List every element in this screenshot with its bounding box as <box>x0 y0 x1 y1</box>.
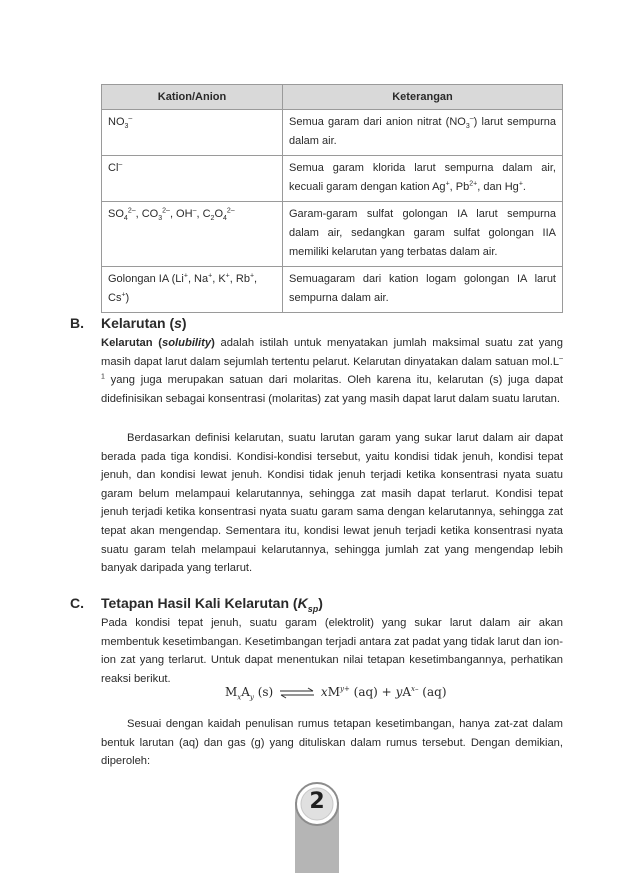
table-header-row <box>102 85 563 110</box>
section-c-letter: C. <box>70 595 84 611</box>
table-cell: $NO_3^-$ <box>102 110 283 156</box>
section-c-title: Tetapan Hasil Kali Kelarutan $(K_{sp})$ <box>101 595 323 614</box>
section-b-paragraph-1: Kelarutan (solubility) adalah istilah untuk menyatakan jumlah maksimal suatu zat yang masih dapat larut dalam sejumlah tertentu pelarut. Kelarutan dinyatakan dalam satuan $mol.L^{-1}$ yang juga merupakan satuan dari molaritas. Oleh karena itu, kelarutan (s) juga dapat didefinisikan sebagai konsentrasi (molaritas) zat yang masih dapat larut dalam suatu larutan. <box>101 337 563 405</box>
table-cell: Semua garam dari anion nitrat $(NO_3^-)$ larut sempurna dalam air. <box>283 110 563 156</box>
section-b-paragraph-2: Berdasarkan definisi kelarutan, suatu larutan garam yang sukar larut dalam air dapat berada pada tiga kondisi. Kondisi-kondisi tersebut, yaitu kondisi tidak jenuh, kondisi tepat jenuh, dan kondisi lewat jenuh. Kondisi tidak jenuh terjadi ketika konsentrasi nyata suatu garam belum melampaui kelarutannya, sehingga zat masih dapat terlarut. Kondisi tepat jenuh terjadi ketika konsentrasi nyata suatu garam sama dengan kelarutannya, sehingga zat tepat akan mengendap. Sementara itu, kondisi lewat jenuh terjadi ketika konsentrasi nyata suatu garam telah melampaui kelarutannya, sehingga jumlah zat yang mengendap lebih banyak daripada yang terlarut. <box>101 432 563 575</box>
dissolution-equation: $M_xA_y$ (s) $xM^{y+}$ $(aq) + yA^{x-}$ (aq) <box>225 685 447 702</box>
table-row <box>102 156 563 202</box>
table-row <box>102 202 563 267</box>
section-c-paragraph-1: Pada kondisi tepat jenuh, suatu garam (elektrolit) yang sukar larut dalam air akan membentuk kesetimbangan. Kesetimbangan terjadi antara zat padat yang tidak larut dan ion-ion zat yang terlarut. Untuk dapat menentukan nilai tetapan kesetimbangannya, perhatikan reaksi berikut. <box>101 617 563 685</box>
equilibrium-arrow-icon <box>279 687 315 699</box>
cation-anion-table <box>101 84 563 313</box>
table-cell: Semua garam klorida larut sempurna dalam air, kecuali garam dengan kation Ag+, $Pb^{2+}$, dan Hg+. <box>283 156 563 202</box>
page-number: 2 <box>309 789 325 814</box>
section-b-letter: B. <box>70 315 84 331</box>
table-row <box>102 267 563 313</box>
table-cell: Semuagaram dari kation logam golongan IA larut sempurna dalam air. <box>283 267 563 313</box>
table-row <box>102 110 563 156</box>
table-cell: Golongan IA (Li+, Na+, K+, Rb+, Cs+) <box>102 267 283 313</box>
table-cell: Cl– <box>102 156 283 202</box>
table-cell: $SO_4^{2-}$, $CO_3^{2-}$, OH–, $C_2O_4^{2-}$ <box>102 202 283 267</box>
table-cell: Garam-garam sulfat golongan IA larut sempurna dalam air, sedangkan garam sulfat golongan IIA memiliki kelarutan yang terbatas dalam air. <box>283 202 563 267</box>
header-cation-anion: Kation/Anion <box>102 85 283 110</box>
header-keterangan: Keterangan <box>283 85 563 110</box>
section-b-title: Kelarutan (s) <box>101 315 187 331</box>
section-c-paragraph-2: Sesuai dengan kaidah penulisan rumus tetapan kesetimbangan, hanya zat-zat dalam bentuk larutan (aq) dan gas (g) yang dituliskan dalam rumus tersebut. Dengan demikian, diperoleh: <box>101 718 563 768</box>
